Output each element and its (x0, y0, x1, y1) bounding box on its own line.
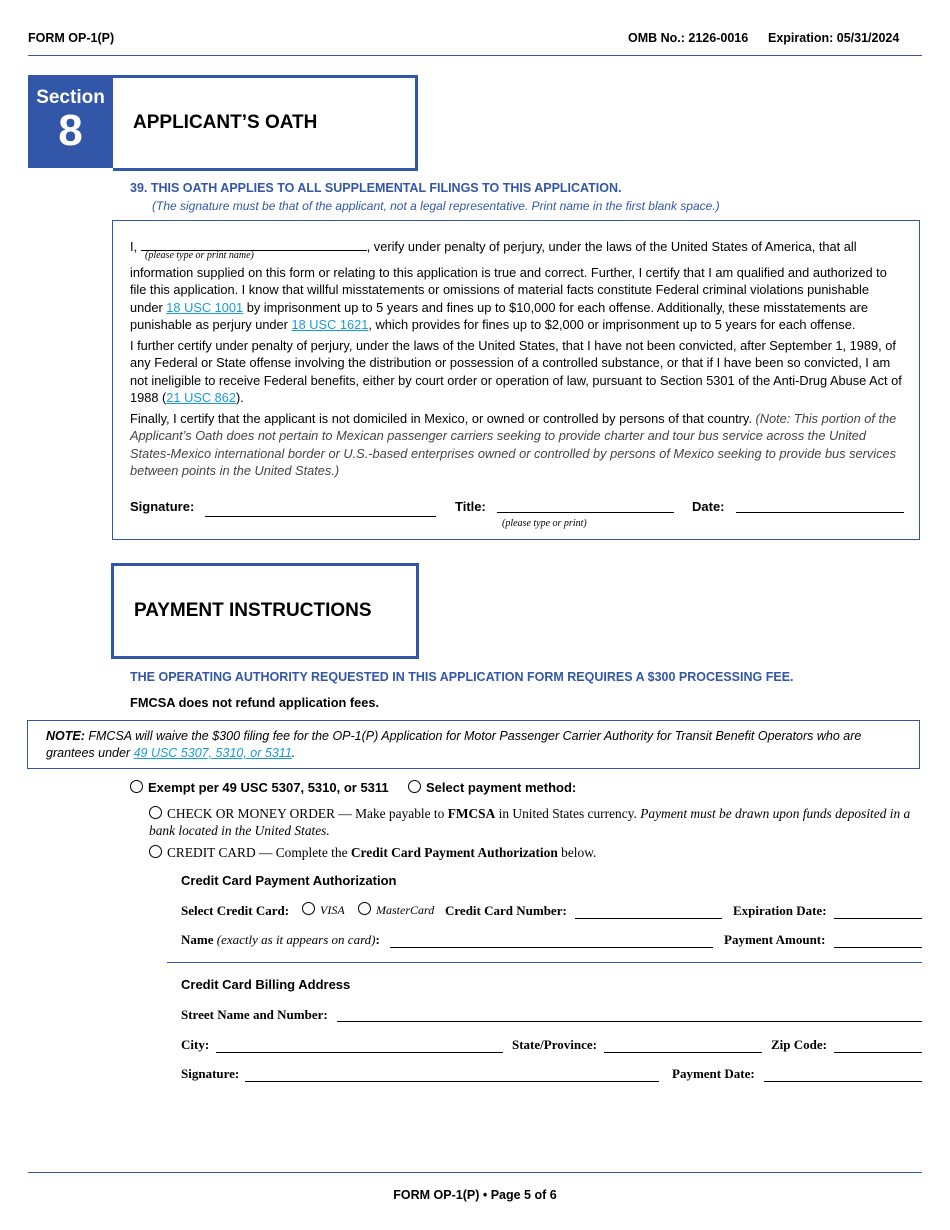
visa-radio[interactable] (302, 902, 315, 915)
header-rule (28, 55, 922, 56)
billing-signature-field[interactable] (245, 1081, 659, 1082)
exempt-label: Exempt per 49 USC 5307, 5310, or 5311 (148, 780, 389, 795)
billing-signature-label: Signature: (181, 1066, 240, 1081)
oath-signature-label: Signature: (130, 499, 195, 514)
city-label: City: (181, 1037, 210, 1052)
visa-option[interactable] (302, 902, 345, 918)
select-payment-radio[interactable] (408, 780, 421, 793)
card-number-label: Credit Card Number: (445, 903, 567, 918)
name-label-bold: Name (181, 932, 214, 947)
oath-line-1-text: , verify under penalty of perjury, under the laws of the United States of America, that all (366, 239, 857, 254)
oath-p1-a: information supplied on this form or relating to this application is true and correct. Further, I certify that I am qualified and authorized to file this application. I know that willful misstatements or omissions of material facts constitute Federal criminal violations punishable under (130, 265, 887, 315)
cc-auth-heading: Credit Card Payment Authorization (181, 873, 397, 888)
oath-p1-b: by imprisonment up to 5 years and fines up to $10,000 for each offense. Additionally, these misstatements are punishable as perjury under (130, 299, 868, 333)
link-18-usc-1001[interactable]: 18 USC 1001 (166, 299, 244, 315)
section-title-box (113, 75, 418, 171)
note-text: FMCSA will waive the $300 filing fee for the OP-1(P) Application for Motor Passenger Carrier Authority for Transit Benefit Operators who are grantees under (46, 729, 862, 760)
street-label: Street Name and Number: (181, 1007, 328, 1022)
payment-date-field[interactable] (764, 1081, 922, 1082)
name-label-colon: : (375, 932, 380, 947)
question-39-subheading: (The signature must be that of the applicant, not a legal representative. Print name in the first blank space.) (152, 199, 720, 213)
card-number-field[interactable] (575, 918, 722, 919)
oath-p3-note: (Note: This portion of the Applicant’s Oath does not pertain to Mexican passenger carriers seeking to provide charter and tour bus service across the United States-Mexico international border or U.S.-based enterprises owned or controlled by persons of Mexico seeking to provide bus services between points in the United States.) (130, 411, 897, 479)
check-radio[interactable] (149, 806, 162, 819)
expiration-label: Expiration Date: (733, 903, 827, 918)
link-21-usc-862[interactable]: 21 USC 862 (166, 390, 237, 406)
zip-label: Zip Code: (771, 1037, 827, 1052)
cc-text-bold: Credit Card Payment Authorization (350, 845, 558, 860)
name-label-italic: (exactly as it appears on card) (213, 932, 376, 947)
section-number: 8 (58, 106, 83, 155)
i-prefix: I, (130, 239, 138, 254)
oath-date-field[interactable] (736, 512, 904, 513)
note-box (27, 720, 920, 769)
oath-paragraph-2 (130, 337, 905, 407)
section-badge (28, 75, 113, 168)
oath-title-field[interactable] (497, 512, 674, 513)
exempt-option[interactable] (130, 780, 389, 795)
credit-card-radio[interactable] (149, 845, 162, 858)
state-field[interactable] (604, 1052, 762, 1053)
cc-text-b: below. (557, 845, 597, 860)
payment-title-box (111, 563, 419, 659)
check-text-b: in United States currency. (495, 806, 641, 821)
name-hint: (please type or print name) (145, 250, 254, 261)
note-end: . (291, 746, 296, 760)
payment-amount-label: Payment Amount: (724, 932, 826, 947)
mastercard-option[interactable] (358, 902, 434, 918)
link-49-usc[interactable]: 49 USC 5307, 5310, or 5311 (133, 746, 292, 760)
payment-date-label: Payment Date: (672, 1066, 755, 1081)
section-title: APPLICANT’S OATH (133, 112, 318, 133)
omb-number: OMB No.: 2126-0016 (628, 31, 749, 45)
oath-signature-field[interactable] (205, 516, 436, 517)
payment-title: PAYMENT INSTRUCTIONS (134, 600, 372, 621)
check-text-a: CHECK OR MONEY ORDER — Make payable to (167, 806, 448, 821)
expiration-field[interactable] (834, 918, 922, 919)
link-18-usc-1621[interactable]: 18 USC 1621 (291, 317, 369, 333)
fee-notice: THE OPERATING AUTHORITY REQUESTED IN THIS APPLICATION FORM REQUIRES A $300 PROCESSING FEE. (130, 670, 794, 684)
check-payee: FMCSA (447, 806, 496, 821)
cardholder-name-field[interactable] (390, 947, 713, 948)
oath-p1-c: , which provides for fines up to $2,000 or imprisonment up to 5 years for each offense. (368, 317, 856, 333)
mastercard-label: MasterCard (376, 903, 435, 917)
oath-p2-a: I further certify under penalty of perjury, under the laws of the United States, that I have not been convicted, after September 1, 1989, of any Federal or State offense involving the distribution or possession of a controlled substance, or that if I have been so convicted, I am not ineligible to receive Federal benefits, either by court order or operation of law, pursuant to Section 5301 of the Anti-Drug Abuse Act of 1988 ( (130, 338, 902, 406)
form-id-header: FORM OP-1(P) (28, 31, 115, 45)
select-card-label: Select Credit Card: (181, 903, 290, 918)
no-refund-notice: FMCSA does not refund application fees. (130, 695, 380, 710)
oath-p3-a: Finally, I certify that the applicant is not domiciled in Mexico, or owned or controlled by persons of that country. (130, 411, 756, 426)
select-payment-option[interactable] (408, 780, 576, 795)
oath-title-label: Title: (455, 499, 486, 514)
select-payment-label: Select payment method: (426, 780, 577, 795)
check-text-italic: Payment must be drawn upon funds deposited in a bank located in the United States. (149, 806, 911, 838)
city-field[interactable] (216, 1052, 503, 1053)
cc-divider (167, 962, 922, 963)
question-39-heading: 39. THIS OATH APPLIES TO ALL SUPPLEMENTAL FILINGS TO THIS APPLICATION. (130, 181, 622, 195)
payment-amount-field[interactable] (834, 947, 922, 948)
oath-paragraph-1 (130, 264, 905, 334)
cc-text-a: CREDIT CARD — Complete the (167, 845, 351, 860)
oath-date-label: Date: (692, 499, 725, 514)
check-option[interactable] (149, 805, 919, 839)
note-label: NOTE: (46, 729, 85, 743)
visa-label: VISA (320, 903, 345, 917)
state-label: State/Province: (512, 1037, 597, 1052)
credit-card-option[interactable] (149, 845, 596, 861)
footer-rule (28, 1172, 922, 1173)
applicant-name-field[interactable] (141, 236, 367, 251)
billing-heading: Credit Card Billing Address (181, 977, 351, 992)
footer-text: FORM OP-1(P) • Page 5 of 6 (393, 1188, 557, 1202)
mastercard-radio[interactable] (358, 902, 371, 915)
zip-field[interactable] (834, 1052, 922, 1053)
exempt-radio[interactable] (130, 780, 143, 793)
cardholder-name-label (181, 932, 380, 948)
street-field[interactable] (337, 1021, 922, 1022)
expiration-header: Expiration: 05/31/2024 (768, 31, 900, 45)
section-word: Section (36, 87, 105, 108)
title-hint: (please type or print) (502, 518, 587, 529)
oath-paragraph-3 (130, 410, 905, 480)
oath-p2-b: ). (236, 390, 244, 406)
